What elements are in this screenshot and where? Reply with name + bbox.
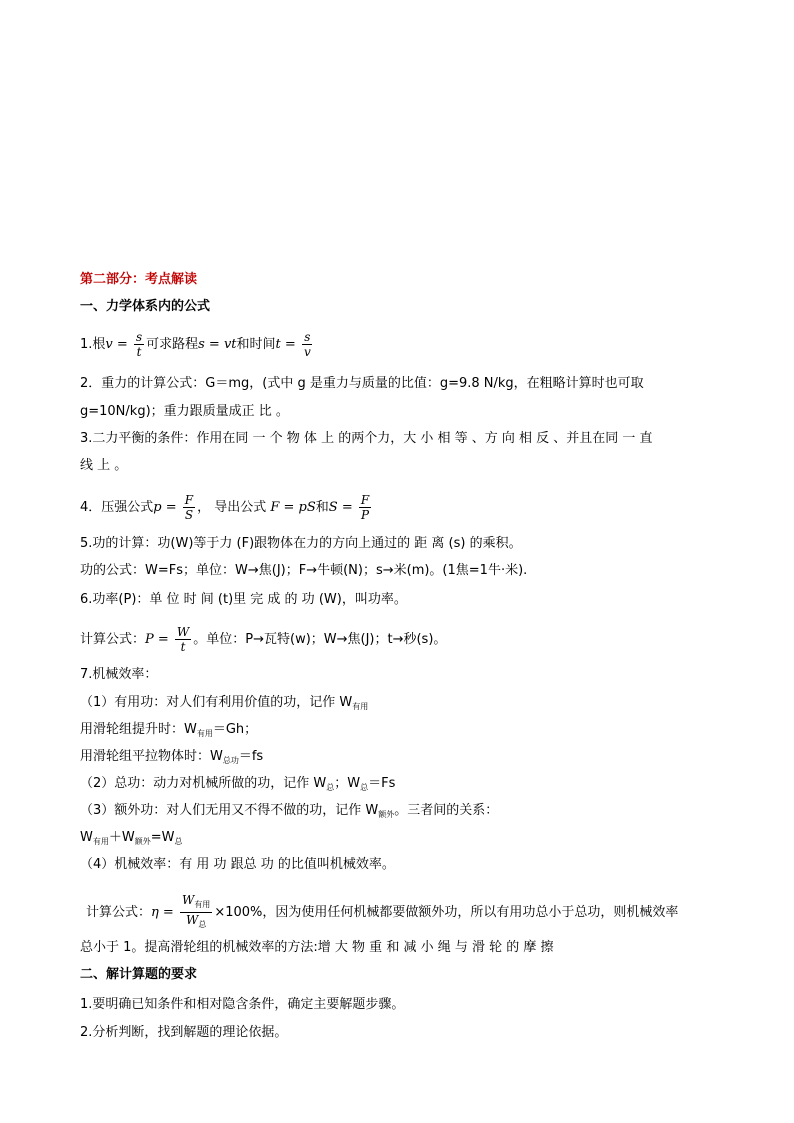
requirement-2: 2.分析判断，找到解题的理论依据。 bbox=[80, 1025, 288, 1040]
power-line-1: 6.功率(P)：单 位 时 间 (t)里 完 成 的 功 (W)，叫功率。 bbox=[80, 592, 407, 607]
efficiency-definition-line: （4）机械效率：有 用 功 跟总 功 的比值叫机械效率。 bbox=[80, 857, 395, 872]
total-work-line: （2）总功：动力对机械所做的功，记作 $W_总$；$W_总=Fs$ bbox=[80, 776, 396, 792]
extra-work-line: （3）额外功：对人们无用又不得不做的功，记作 $W_{额外}$。三者间的关系： bbox=[80, 803, 499, 819]
gravity-line-2: g=10N/kg)；重力跟质量成正 比 。 bbox=[80, 404, 289, 419]
speed-formula-line: 1.根v = $\frac{s}{t}$ 可求路程s = vt和时间t = $\frac{s}{v}$ bbox=[80, 330, 311, 359]
useful-work-pull-line: 用滑轮组平拉物体时：$W_{总功}=fs$ bbox=[80, 749, 264, 765]
fraction-useful-over-total: $\frac{W_{有用}}{W_总}$ bbox=[181, 893, 211, 929]
part-title: 第二部分：考点解读 bbox=[80, 272, 198, 287]
balance-line-2: 线 上 。 bbox=[80, 458, 128, 473]
fraction-W-over-t: $\frac{W}{t}$ bbox=[176, 625, 190, 654]
requirement-1: 1.要明确已知条件和相对隐含条件，确定主要解题步骤。 bbox=[80, 997, 405, 1012]
efficiency-improve-line: 总小于 1。提高滑轮组的机械效率的方法:增 大 物 重 和 减 小 绳 与 滑 轮 的 摩 擦 bbox=[80, 940, 554, 955]
section1-title: 一、力学体系内的公式 bbox=[80, 299, 211, 314]
fraction-F-over-P: $\frac{F}{P}$ bbox=[360, 493, 370, 522]
balance-line-1: 3.二力平衡的条件：作用在同 一 个 物 体 上 的两个力，大 小 相 等 、方 向 相 反 、并且在同 一 直 bbox=[80, 431, 653, 446]
fraction-s-over-t: $\frac{s}{t}$ bbox=[135, 330, 143, 359]
section2-title: 二、解计算题的要求 bbox=[80, 967, 198, 982]
power-formula-line: 计算公式：P = $\frac{W}{t}$ 。单位：P→瓦特(w)；W→焦(J)；t→秒(s)。 bbox=[80, 625, 447, 654]
useful-work-lift-line: 用滑轮组提升时：$W_{有用}=Gh$； bbox=[80, 722, 258, 738]
work-line-1: 5.功的计算：功(W)等于力 (F)跟物体在力的方向上通过的 距 离 (s) 的乘积。 bbox=[80, 536, 522, 551]
fraction-F-over-S: $\frac{F}{S}$ bbox=[184, 493, 194, 522]
work-relation-line: $W_{有用}+W_{额外}=W_总$ bbox=[80, 830, 183, 846]
efficiency-heading: 7.机械效率： bbox=[80, 667, 158, 682]
gravity-line-1: 2．重力的计算公式：G＝mg，(式中 g 是重力与质量的比值：g=9.8 N/kg，在粗略计算时也可取 bbox=[80, 376, 644, 391]
efficiency-formula-line: 计算公式：η = $\frac{W_{有用}}{W_总}$ ×100%，因为使用任何机械都要做额外功，所以有用功总小于总功，则机械效率 bbox=[86, 893, 678, 932]
useful-work-line: （1）有用功：对人们有利用价值的功，记作 $W_{有用}$ bbox=[80, 695, 369, 711]
pressure-formula-line: 4．压强公式p = $\frac{F}{S}$ ， 导出公式 F = pS和S = $\frac{F}{P}$ bbox=[80, 493, 370, 522]
work-line-2: 功的公式：W=Fs；单位：W→焦(J)；F→牛顿(N)；s→米(m)。(1焦=1牛·米). bbox=[80, 563, 528, 578]
fraction-s-over-v: $\frac{s}{v}$ bbox=[303, 330, 311, 359]
